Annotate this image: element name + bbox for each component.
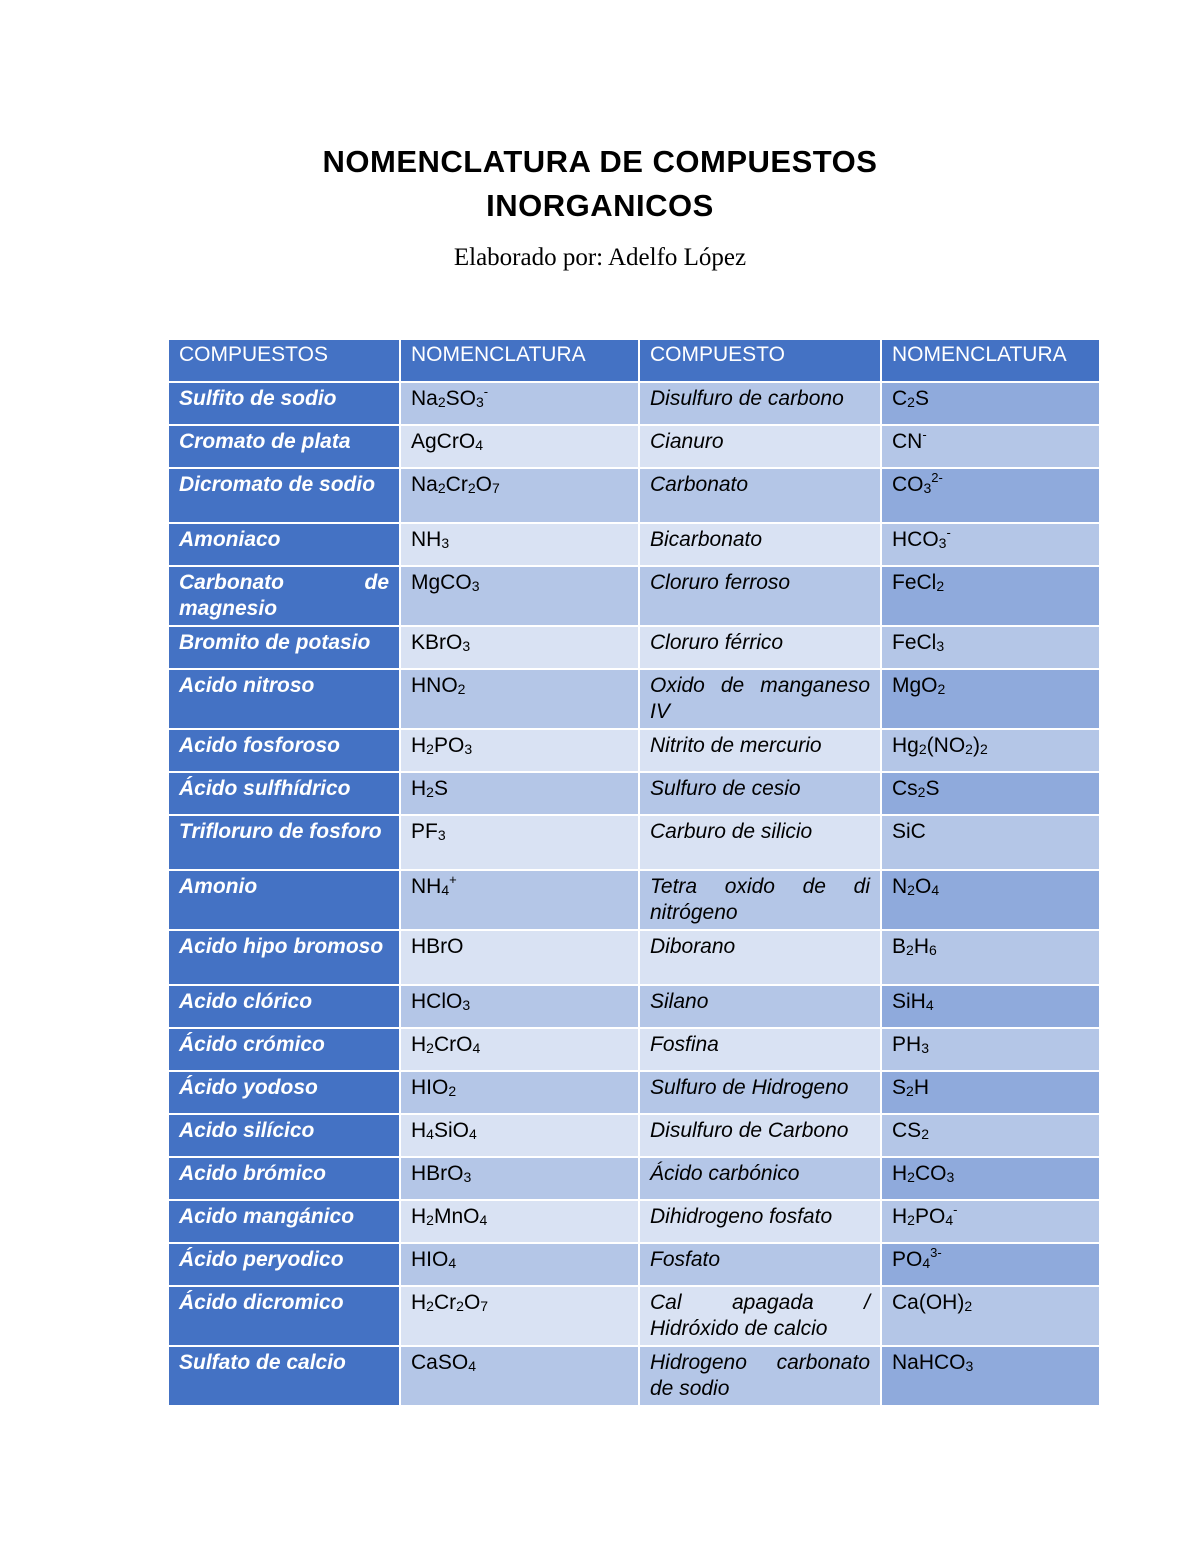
formula-right: FeCl$_3$	[881, 626, 1100, 669]
formula-right: $Cs_2S$	[881, 772, 1100, 815]
compound-name-left: Ácido crómico	[168, 1028, 400, 1071]
compound-name-left: Acido silícico	[168, 1114, 400, 1157]
compound-name-left: Sulfato de calcio	[168, 1346, 400, 1406]
compound-name-right: Sulfuro de cesio	[639, 772, 881, 815]
nomenclature-table	[167, 338, 1101, 1407]
compound-name-left: Amoniaco	[168, 523, 400, 566]
formula-left: $Na_2Cr_2O_7$	[400, 468, 639, 523]
compound-name-left: Amonio	[168, 870, 400, 930]
compound-name-right: Dihidrogeno fosfato	[639, 1200, 881, 1243]
table-row	[168, 1071, 1100, 1114]
compound-name-left: Acido hipo bromoso	[168, 930, 400, 985]
compound-name-left: Acido fosforoso	[168, 729, 400, 772]
compound-name-left: Sulfito de sodio	[168, 382, 400, 425]
title-line-1: NOMENCLATURA DE COMPUESTOS	[322, 144, 878, 179]
compound-name-left: Ácido sulfhídrico	[168, 772, 400, 815]
header-compuestos: COMPUESTOS	[168, 339, 400, 382]
formula-left: AgCrO$_4$	[400, 425, 639, 468]
formula-right: $H_2PO_4^-$	[881, 1200, 1100, 1243]
compound-name-left: Bromito de potasio	[168, 626, 400, 669]
table-row	[168, 930, 1100, 985]
compound-name-left: Dicromato de sodio	[168, 468, 400, 523]
formula-right: MgO$_2$	[881, 669, 1100, 729]
formula-right: $PH_3$	[881, 1028, 1100, 1071]
formula-right: $H_2CO_3$	[881, 1157, 1100, 1200]
formula-left: $NH_3$	[400, 523, 639, 566]
table-row	[168, 626, 1100, 669]
compound-name-left: Acido mangánico	[168, 1200, 400, 1243]
table-row	[168, 815, 1100, 870]
table-header	[168, 339, 1100, 382]
header-compuesto: COMPUESTO	[639, 339, 881, 382]
compound-name-right: Hidrogeno carbonato de sodio	[639, 1346, 881, 1406]
formula-right: $B_2H_6$	[881, 930, 1100, 985]
table-row	[168, 985, 1100, 1028]
formula-left: HBrO$_3$	[400, 1157, 639, 1200]
formula-right: $Hg_2(NO_2)_2$	[881, 729, 1100, 772]
table-row	[168, 1346, 1100, 1406]
formula-left: MgCO$_3$	[400, 566, 639, 626]
formula-left: CaSO$_4$	[400, 1346, 639, 1406]
compound-name-left: Acido brómico	[168, 1157, 400, 1200]
formula-left: $H_4SiO_4$	[400, 1114, 639, 1157]
compound-name-right: Silano	[639, 985, 881, 1028]
compound-name-left: Ácido peryodico	[168, 1243, 400, 1286]
formula-left: $NH_4^+$	[400, 870, 639, 930]
formula-left: $H_2S$	[400, 772, 639, 815]
formula-right: $CS_2$	[881, 1114, 1100, 1157]
table-row	[168, 468, 1100, 523]
compound-name-right: Oxido de manganeso IV	[639, 669, 881, 729]
table-row	[168, 1028, 1100, 1071]
table-row	[168, 1286, 1100, 1346]
table-row	[168, 870, 1100, 930]
formula-left: $Na_2SO_3^-$	[400, 382, 639, 425]
table-row	[168, 1243, 1100, 1286]
table-row	[168, 1157, 1100, 1200]
formula-right: $Ca(OH)_2$	[881, 1286, 1100, 1346]
compound-name-right: Carbonato	[639, 468, 881, 523]
compound-name-left: Acido nitroso	[168, 669, 400, 729]
compound-name-right: Tetra oxido de di nitrógeno	[639, 870, 881, 930]
document-title	[0, 140, 1200, 228]
compound-name-right: Diborano	[639, 930, 881, 985]
compound-name-right: Nitrito de mercurio	[639, 729, 881, 772]
formula-left: $PF_3$	[400, 815, 639, 870]
compound-name-right: Fosfato	[639, 1243, 881, 1286]
table-row	[168, 729, 1100, 772]
formula-left: $HNO_2$	[400, 669, 639, 729]
compound-name-left: Cromato de plata	[168, 425, 400, 468]
formula-right: $S_2H$	[881, 1071, 1100, 1114]
table-body	[168, 382, 1100, 1406]
table-row	[168, 425, 1100, 468]
formula-left: $HIO_4$	[400, 1243, 639, 1286]
compound-name-right: Cianuro	[639, 425, 881, 468]
compound-name-right: Ácido carbónico	[639, 1157, 881, 1200]
formula-left: $H_2PO_3$	[400, 729, 639, 772]
compound-name-right: Disulfuro de Carbono	[639, 1114, 881, 1157]
header-nomenclatura-1: NOMENCLATURA	[400, 339, 639, 382]
formula-left: $H_2MnO_4$	[400, 1200, 639, 1243]
table-row	[168, 382, 1100, 425]
header-nomenclatura-2: NOMENCLATURA	[881, 339, 1100, 382]
compound-name-right: Fosfina	[639, 1028, 881, 1071]
formula-left: $H_2CrO_4$	[400, 1028, 639, 1071]
formula-right: $N_2O_4$	[881, 870, 1100, 930]
compound-name-right: Cal apagada / Hidróxido de calcio	[639, 1286, 881, 1346]
formula-right: SiC	[881, 815, 1100, 870]
formula-right: SiH$_4$	[881, 985, 1100, 1028]
compound-name-right: Cloruro ferroso	[639, 566, 881, 626]
formula-right: FeCl$_2$	[881, 566, 1100, 626]
compound-name-left: Ácido yodoso	[168, 1071, 400, 1114]
table-row	[168, 566, 1100, 626]
formula-right: $C_2S$	[881, 382, 1100, 425]
table-row	[168, 1200, 1100, 1243]
compound-name-right: Bicarbonato	[639, 523, 881, 566]
formula-left: HClO$_3$	[400, 985, 639, 1028]
formula-right: $HCO_3^-$	[881, 523, 1100, 566]
compound-name-right: Carburo de silicio	[639, 815, 881, 870]
title-line-2: INORGANICOS	[486, 188, 714, 223]
author-line: Elaborado por: Adelfo López	[453, 244, 747, 271]
formula-left: $H_2Cr_2O_7$	[400, 1286, 639, 1346]
formula-left: $HIO_2$	[400, 1071, 639, 1114]
table-row	[168, 1114, 1100, 1157]
compound-name-right: Cloruro férrico	[639, 626, 881, 669]
formula-right: CN-	[881, 425, 1100, 468]
compound-name-left: Ácido dicromico	[168, 1286, 400, 1346]
table-row	[168, 523, 1100, 566]
formula-left: KBrO$_3$	[400, 626, 639, 669]
formula-right: NaHCO$_3$	[881, 1346, 1100, 1406]
formula-left: HBrO	[400, 930, 639, 985]
compound-name-right: Sulfuro de Hidrogeno	[639, 1071, 881, 1114]
compound-name-left: Trifloruro de fosforo	[168, 815, 400, 870]
formula-right: $PO_4^{3-}$	[881, 1243, 1100, 1286]
table-row	[168, 772, 1100, 815]
compound-name-right: Disulfuro de carbono	[639, 382, 881, 425]
table-row	[168, 669, 1100, 729]
formula-right: $CO_3^{2-}$	[881, 468, 1100, 523]
compound-name-left: Carbonato de magnesio	[168, 566, 400, 626]
compound-name-left: Acido clórico	[168, 985, 400, 1028]
